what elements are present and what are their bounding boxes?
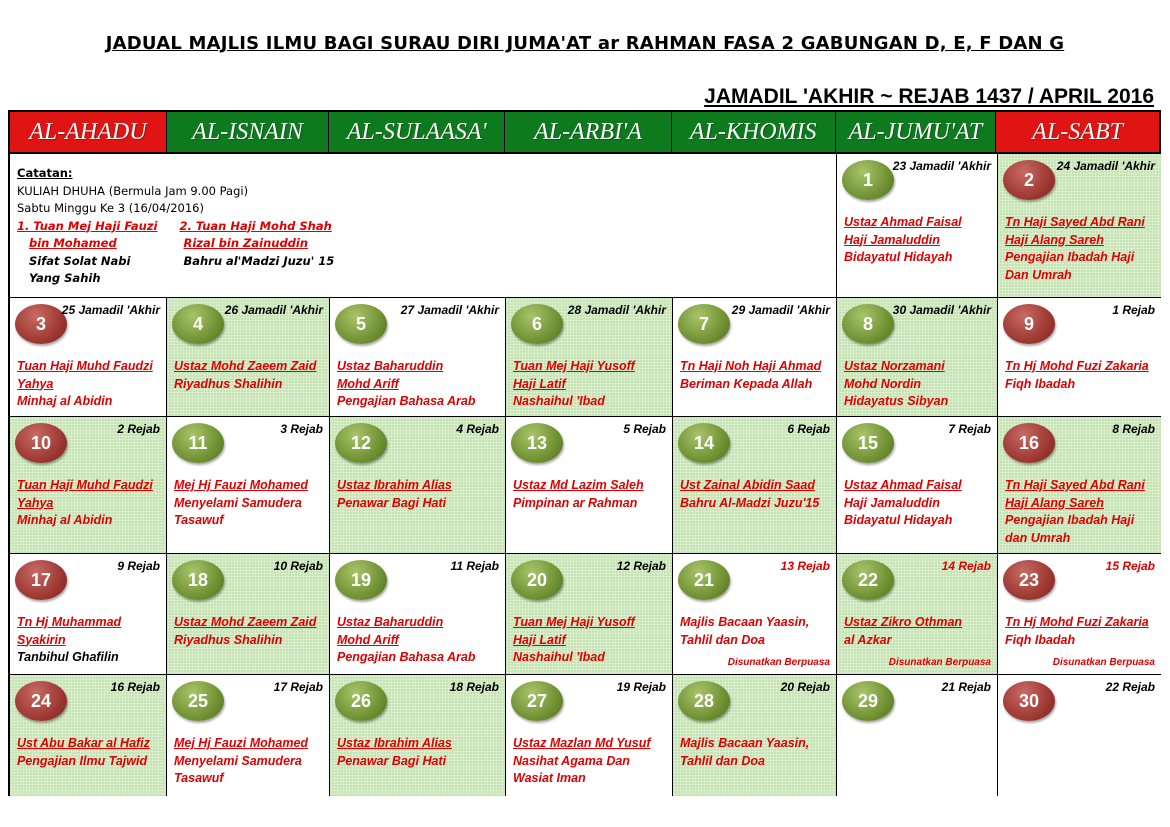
- session-details: [844, 214, 993, 267]
- notes-block: [17, 165, 334, 288]
- weekday-header-row: [10, 112, 1159, 154]
- hijri-date: 28 Jamadil 'Akhir: [567, 303, 666, 317]
- hijri-date: 18 Rejab: [449, 680, 499, 694]
- speaker-name: Tn Hj Muhammad: [17, 615, 122, 629]
- speaker-name: Mej Hj Fauzi Mohamed: [174, 478, 309, 492]
- day-cell: [998, 554, 1161, 675]
- speaker-name: Ustaz Ibrahim Alias: [337, 478, 452, 492]
- session-topic: Wasiat Iman: [513, 771, 586, 785]
- speaker-name: Ustaz Mazlan Md Yusuf: [513, 736, 651, 750]
- session-topic: Fiqh Ibadah: [1005, 376, 1076, 391]
- day-number-badge: 5: [335, 304, 387, 344]
- speaker-name: Ustaz Ahmad Faisal: [844, 215, 962, 229]
- hijri-date: 20 Rejab: [780, 680, 830, 694]
- day-cell: [837, 675, 998, 796]
- notes-line-1: KULIAH DHUHA (Bermula Jam 9.00 Pagi): [17, 183, 249, 198]
- session-topic: Menyelami Samudera: [174, 495, 302, 510]
- day-cell: [673, 675, 837, 796]
- notes-speaker-2-line: Bahru al'Madzi Juzu' 15: [183, 253, 335, 268]
- notes-speaker-2-line: 2. Tuan Haji Mohd Shah: [179, 218, 332, 233]
- session-topic: Pimpinan ar Rahman: [513, 495, 638, 510]
- day-cell: [998, 298, 1161, 417]
- speaker-name: Tn Haji Sayed Abd Rani: [1005, 215, 1145, 229]
- session-topic: Menyelami Samudera: [174, 753, 302, 768]
- day-number-badge: 20: [511, 560, 563, 600]
- session-details: [17, 358, 162, 411]
- session-topic: Bahru Al-Madzi Juzu'15: [680, 495, 820, 510]
- session-details: [680, 735, 832, 770]
- fasting-note: Disunatkan Berpuasa: [888, 657, 991, 668]
- page-subtitle: JAMADIL 'AKHIR ~ REJAB 1437 / APRIL 2016: [704, 85, 1154, 108]
- speaker-name: Ust Abu Bakar al Hafiz: [17, 736, 150, 750]
- speaker-name: Tuan Haji Muhd Faudzi: [17, 359, 153, 373]
- session-details: [1005, 477, 1157, 547]
- hijri-date: 19 Rejab: [616, 680, 666, 694]
- day-number-badge: 7: [678, 304, 730, 344]
- hijri-date: 2 Rejab: [117, 422, 160, 436]
- day-number-badge: 11: [172, 423, 224, 463]
- session-details: [844, 614, 993, 649]
- session-topic: dan Umrah: [1005, 530, 1071, 545]
- session-topic: Minhaj al Abidin: [17, 513, 113, 527]
- day-number-badge: 6: [511, 304, 563, 344]
- session-details: [680, 614, 832, 649]
- session-details: [174, 358, 325, 393]
- speaker-name: Yahya: [17, 495, 54, 510]
- day-number-badge: 21: [678, 560, 730, 600]
- session-details: [1005, 614, 1157, 649]
- hijri-date: 17 Rejab: [273, 680, 323, 694]
- notes-speaker-1-line: Yang Sahih: [29, 271, 101, 285]
- calendar-grid: [8, 110, 1161, 796]
- weekday-header-5: AL-JUMU'AT: [836, 112, 997, 154]
- hijri-date: 16 Rejab: [110, 680, 160, 694]
- day-cell: [837, 298, 998, 417]
- day-number-badge: 23: [1003, 560, 1055, 600]
- day-number-badge: 26: [335, 681, 387, 721]
- hijri-date: 25 Jamadil 'Akhir: [61, 303, 160, 317]
- day-cell: [167, 417, 330, 554]
- notes-line-2: Sabtu Minggu Ke 3 (16/04/2016): [17, 201, 204, 215]
- day-cell: [330, 298, 506, 417]
- day-cell: [330, 417, 506, 554]
- day-cell: [10, 417, 167, 554]
- day-number-badge: 28: [678, 681, 730, 721]
- notes-speaker-1-line: 1. Tuan Mej Haji Fauzi: [17, 218, 158, 233]
- session-topic: Pengajian Bahasa Arab: [337, 394, 476, 408]
- session-details: [680, 358, 832, 393]
- day-number-badge: 16: [1003, 423, 1055, 463]
- hijri-date: 1 Rejab: [1112, 303, 1155, 317]
- day-cell: [10, 675, 167, 796]
- session-topic: Riyadhus Shalihin: [174, 632, 283, 647]
- hijri-date: 29 Jamadil 'Akhir: [731, 303, 830, 317]
- hijri-date: 3 Rejab: [280, 422, 323, 436]
- day-cell: [330, 675, 506, 796]
- session-topic: Dan Umrah: [1005, 267, 1072, 282]
- session-details: [174, 614, 325, 649]
- weekday-header-4: AL-KHOMIS: [672, 112, 836, 154]
- day-number-badge: 17: [15, 560, 67, 600]
- hijri-date: 6 Rejab: [787, 422, 830, 436]
- day-number-badge: 22: [842, 560, 894, 600]
- day-number-badge: 14: [678, 423, 730, 463]
- session-details: [513, 735, 668, 788]
- speaker-name: Tn Haji Sayed Abd Rani: [1005, 478, 1145, 492]
- day-cell: [837, 554, 998, 675]
- session-details: [337, 358, 501, 411]
- day-cell: [673, 298, 837, 417]
- day-cell: [673, 554, 837, 675]
- speaker-name: Haji Alang Sareh: [1005, 232, 1104, 247]
- speaker-name: Ustaz Norzamani: [844, 359, 945, 373]
- session-details: [1005, 214, 1157, 284]
- speaker-name: Mej Hj Fauzi Mohamed: [174, 736, 309, 750]
- speaker-name: Syakirin: [17, 632, 66, 647]
- day-number-badge: 29: [842, 681, 894, 721]
- session-topic: Bidayatul Hidayah: [844, 250, 953, 264]
- speaker-name: Mohd Ariff: [337, 632, 399, 647]
- session-details: [337, 614, 501, 667]
- notes-speaker-2-line: Rizal bin Zainuddin: [183, 236, 309, 250]
- day-number-badge: 10: [15, 423, 67, 463]
- day-number-badge: 25: [172, 681, 224, 721]
- day-number-badge: 1: [842, 160, 894, 200]
- speaker-name: Haji Jamaluddin: [844, 232, 940, 247]
- day-cell: [167, 298, 330, 417]
- day-cell: [167, 554, 330, 675]
- hijri-date: 5 Rejab: [623, 422, 666, 436]
- hijri-date: 27 Jamadil 'Akhir: [400, 303, 499, 317]
- speaker-name: Yahya: [17, 376, 54, 391]
- speaker-name: Mohd Ariff: [337, 376, 399, 391]
- session-topic: Tasawuf: [174, 513, 224, 527]
- day-cell: [837, 154, 998, 298]
- session-topic: Penawar Bagi Hati: [337, 495, 447, 510]
- speaker-name: Haji Latif: [513, 376, 566, 391]
- session-topic: Majlis Bacaan Yaasin,: [680, 736, 810, 750]
- speaker-name: Haji Latif: [513, 632, 566, 647]
- day-cell: [506, 675, 673, 796]
- session-details: [17, 614, 162, 667]
- session-details: [513, 614, 668, 667]
- day-cell: [167, 675, 330, 796]
- day-cell: [998, 154, 1161, 298]
- day-number-badge: 2: [1003, 160, 1055, 200]
- session-topic: Pengajian Ibadah Haji: [1005, 513, 1135, 527]
- session-topic: Haji Jamaluddin: [844, 495, 940, 510]
- hijri-date: 22 Rejab: [1105, 680, 1155, 694]
- day-number-badge: 30: [1003, 681, 1055, 721]
- session-topic: Penawar Bagi Hati: [337, 753, 447, 768]
- session-topic: Bidayatul Hidayah: [844, 513, 953, 527]
- hijri-date: 9 Rejab: [117, 559, 160, 573]
- day-number-badge: 9: [1003, 304, 1055, 344]
- session-details: [17, 735, 162, 770]
- hijri-date: 11 Rejab: [450, 559, 499, 573]
- day-cell: [998, 675, 1161, 796]
- session-topic: Tahlil dan Doa: [680, 632, 765, 647]
- session-details: [680, 477, 832, 512]
- session-details: [337, 477, 501, 512]
- day-cell: [506, 417, 673, 554]
- session-topic: Tanbihul Ghafilin: [17, 650, 119, 664]
- fasting-note: Disunatkan Berpuasa: [1052, 657, 1155, 668]
- session-topic: Tahlil dan Doa: [680, 753, 765, 768]
- session-topic: Majlis Bacaan Yaasin,: [680, 615, 810, 629]
- speaker-name: Tn Haji Noh Haji Ahmad: [680, 359, 822, 373]
- speaker-name: Haji Alang Sareh: [1005, 495, 1104, 510]
- speaker-name: Ustaz Baharuddin: [337, 615, 444, 629]
- weekday-header-2: AL-SULAASA': [329, 112, 505, 154]
- weekday-header-6: AL-SABT: [996, 112, 1159, 154]
- day-number-badge: 13: [511, 423, 563, 463]
- hijri-date: 7 Rejab: [948, 422, 991, 436]
- speaker-name: Ustaz Ahmad Faisal: [844, 478, 962, 492]
- session-details: [844, 477, 993, 530]
- session-topic: Pengajian Ilmu Tajwid: [17, 753, 148, 768]
- day-number-badge: 12: [335, 423, 387, 463]
- session-details: [1005, 358, 1157, 393]
- speaker-name: Ustaz Baharuddin: [337, 359, 444, 373]
- speaker-name: Tuan Mej Haji Yusoff: [513, 359, 635, 373]
- hijri-date: 13 Rejab: [780, 559, 830, 573]
- session-details: [174, 477, 325, 530]
- session-topic: Pengajian Bahasa Arab: [337, 650, 476, 664]
- day-cell: [506, 298, 673, 417]
- speaker-name: Tuan Mej Haji Yusoff: [513, 615, 635, 629]
- notes-cell: [10, 154, 837, 298]
- hijri-date: 21 Rejab: [941, 680, 991, 694]
- day-number-badge: 19: [335, 560, 387, 600]
- session-topic: Hidayatus Sibyan: [844, 394, 949, 408]
- session-topic: Mohd Nordin: [844, 376, 922, 391]
- session-topic: Nashaihul 'Ibad: [513, 394, 605, 408]
- hijri-date: 24 Jamadil 'Akhir: [1056, 159, 1155, 173]
- day-number-badge: 27: [511, 681, 563, 721]
- hijri-date: 14 Rejab: [941, 559, 991, 573]
- day-cell: [673, 417, 837, 554]
- day-number-badge: 3: [15, 304, 67, 344]
- day-cell: [330, 554, 506, 675]
- speaker-name: Ustaz Md Lazim Saleh: [513, 478, 644, 492]
- page-title: JADUAL MAJLIS ILMU BAGI SURAU DIRI JUMA'AT ar RAHMAN FASA 2 GABUNGAN D, E, F DAN G: [105, 33, 1065, 54]
- day-number-badge: 4: [172, 304, 224, 344]
- speaker-name: Ust Zainal Abidin Saad: [680, 478, 815, 492]
- hijri-date: 10 Rejab: [273, 559, 323, 573]
- speaker-name: Ustaz Mohd Zaeem Zaid: [174, 359, 317, 373]
- day-cell: [506, 554, 673, 675]
- day-number-badge: 8: [842, 304, 894, 344]
- day-cell: [10, 298, 167, 417]
- notes-title: Catatan:: [17, 166, 73, 180]
- session-details: [17, 477, 162, 530]
- session-details: [513, 358, 668, 411]
- day-cell: [998, 417, 1161, 554]
- session-topic: Minhaj al Abidin: [17, 394, 113, 408]
- session-topic: Nashaihul 'Ibad: [513, 650, 605, 664]
- hijri-date: 15 Rejab: [1105, 559, 1155, 573]
- session-details: [337, 735, 501, 770]
- weekday-header-0: AL-AHADU: [10, 112, 167, 154]
- hijri-date: 23 Jamadil 'Akhir: [892, 159, 991, 173]
- session-topic: Riyadhus Shalihin: [174, 376, 283, 391]
- speaker-name: Ustaz Mohd Zaeem Zaid: [174, 615, 317, 629]
- hijri-date: 8 Rejab: [1112, 422, 1155, 436]
- speaker-name: Tuan Haji Muhd Faudzi: [17, 478, 153, 492]
- session-topic: Pengajian Ibadah Haji: [1005, 250, 1135, 264]
- session-topic: Fiqh Ibadah: [1005, 632, 1076, 647]
- speaker-name: Tn Hj Mohd Fuzi Zakaria: [1005, 615, 1149, 629]
- day-cell: [837, 417, 998, 554]
- session-topic: Beriman Kepada Allah: [680, 376, 813, 391]
- notes-speaker-1-line: bin Mohamed: [29, 236, 117, 250]
- speaker-name: Ustaz Ibrahim Alias: [337, 736, 452, 750]
- day-cell: [10, 554, 167, 675]
- weekday-header-1: AL-ISNAIN: [167, 112, 330, 154]
- session-topic: Tasawuf: [174, 771, 224, 785]
- notes-speaker-1: [17, 218, 157, 288]
- session-details: [174, 735, 325, 788]
- session-topic: al Azkar: [844, 632, 892, 647]
- speaker-name: Ustaz Zikro Othman: [844, 615, 963, 629]
- fasting-note: Disunatkan Berpuasa: [727, 657, 830, 668]
- hijri-date: 30 Jamadil 'Akhir: [892, 303, 991, 317]
- day-number-badge: 18: [172, 560, 224, 600]
- weekday-header-3: AL-ARBI'A: [505, 112, 672, 154]
- hijri-date: 26 Jamadil 'Akhir: [224, 303, 323, 317]
- notes-speaker-1-line: Sifat Solat Nabi: [29, 253, 131, 268]
- hijri-date: 4 Rejab: [456, 422, 499, 436]
- notes-speaker-2: [179, 218, 334, 288]
- speaker-name: Tn Hj Mohd Fuzi Zakaria: [1005, 359, 1149, 373]
- day-number-badge: 24: [15, 681, 67, 721]
- day-number-badge: 15: [842, 423, 894, 463]
- hijri-date: 12 Rejab: [616, 559, 666, 573]
- session-topic: Nasihat Agama Dan: [513, 753, 630, 768]
- session-details: [844, 358, 993, 411]
- session-details: [513, 477, 668, 512]
